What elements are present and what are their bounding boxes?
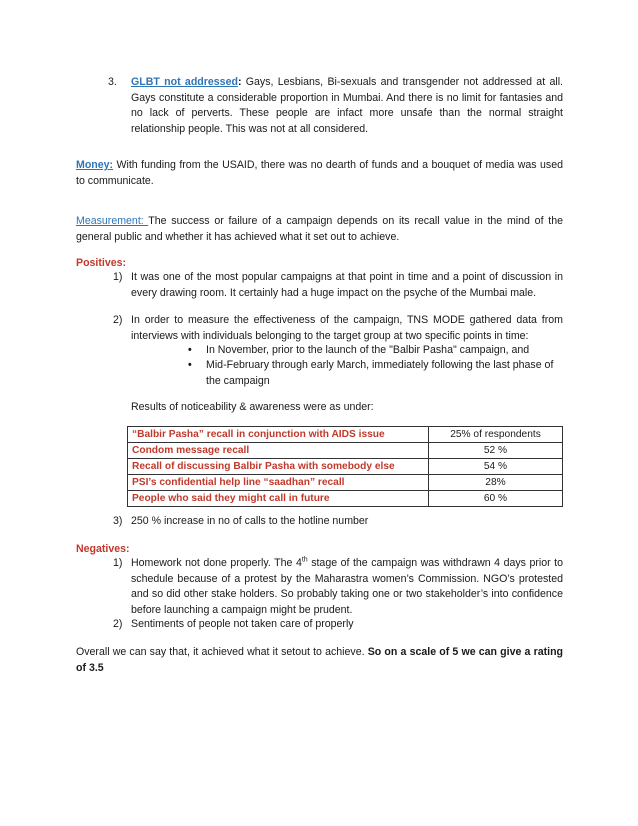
measurement-title: Measurement: (76, 215, 149, 227)
table-cell-label: PSI’s confidential help line “saadhan” recall (128, 475, 429, 491)
superscript: th (301, 556, 308, 564)
table-cell-label: People who said they might call in future (128, 491, 429, 507)
table-cell-label: Recall of discussing Balbir Pasha with somebody else (128, 459, 429, 475)
positive-item-text: In order to measure the effectiveness of the campaign, TNS MODE gathered data from interviews with individuals belonging to the target group at two specific points in time: (131, 314, 563, 342)
positive-item-number: 3) (113, 515, 123, 527)
results-table (127, 426, 563, 507)
positive-item-number: 1) (113, 271, 123, 283)
positive-item-text: 250 % increase in no of calls to the hotline number (131, 515, 369, 527)
money-paragraph (76, 158, 563, 189)
table-cell-value: 54 % (429, 459, 563, 475)
table-cell-label: “Balbir Pasha” recall in conjunction with AIDS issue (128, 427, 429, 443)
table-cell-value: 28% (429, 475, 563, 491)
table-row (128, 491, 563, 507)
glbt-number: 3. (108, 76, 117, 88)
glbt-paragraph (131, 75, 563, 137)
negative-text-a: Homework not done properly. The 4 (131, 557, 302, 569)
negative-item-text: Sentiments of people not taken care of properly (131, 618, 354, 630)
bullet-dot: • (188, 359, 192, 371)
positives-heading: Positives: (76, 257, 127, 269)
negatives-heading: Negatives: (76, 543, 130, 555)
glbt-colon: : (237, 76, 242, 88)
conclusion-paragraph (76, 645, 563, 676)
table-cell-value: 25% of respondents (429, 427, 563, 443)
table-row (128, 475, 563, 491)
positive-item-text: It was one of the most popular campaigns at that point in time and a point of discussion in every drawing room. It certainly had a huge impact on the psyche of the Mumbai male. (131, 271, 563, 299)
money-text: With funding from the USAID, there was no dearth of funds and a bouquet of media was used to communicate. (76, 159, 563, 187)
measurement-text: The success or failure of a campaign depends on its recall value in the mind of the general public and whether it has achieved what it set out to achieve. (76, 215, 563, 243)
results-intro: Results of noticeability & awareness were as under: (131, 401, 374, 413)
negative-item-text (131, 556, 563, 618)
glbt-title: GLBT not addressed (131, 76, 238, 88)
conclusion-rating: So on a scale of 5 we can give a rating of 3.5 (76, 646, 564, 674)
glbt-text: Gays, Lesbians, Bi-sexuals and transgender not addressed at all. Gays constitute a considerable proportion in Mumbai. And there is no limit for fantasies and no lack of perverts. These people are infact more unsafe than the normal straight relationship people. This was not at all considered. (131, 76, 563, 135)
bullet-dot: • (188, 344, 192, 356)
table-cell-label: Condom message recall (128, 443, 429, 459)
negative-item-number: 1) (113, 557, 123, 569)
positive-item-number: 2) (113, 314, 123, 326)
money-title: Money: (76, 159, 114, 171)
table-row (128, 427, 563, 443)
table-row (128, 459, 563, 475)
measurement-paragraph (76, 214, 563, 245)
bullet-item: In November, prior to the launch of the "Balbir Pasha" campaign, and (206, 344, 530, 356)
bullet-item: Mid-February through early March, immediately following the last phase of the campaign (206, 359, 554, 387)
negative-item-number: 2) (113, 618, 123, 630)
table-row (128, 443, 563, 459)
conclusion-text: Overall we can say that, it achieved what it setout to achieve. (76, 646, 368, 658)
table-cell-value: 52 % (429, 443, 563, 459)
table-cell-value: 60 % (429, 491, 563, 507)
negative-text-b: stage of the campaign was withdrawn 4 days prior to schedule because of a protest by the Maharastra women’s Commission. NGO’s protested and so did other stake holders. So probably taking one or two stakeholder’s into confidence before launching a campaign might be prudent. (131, 557, 563, 616)
